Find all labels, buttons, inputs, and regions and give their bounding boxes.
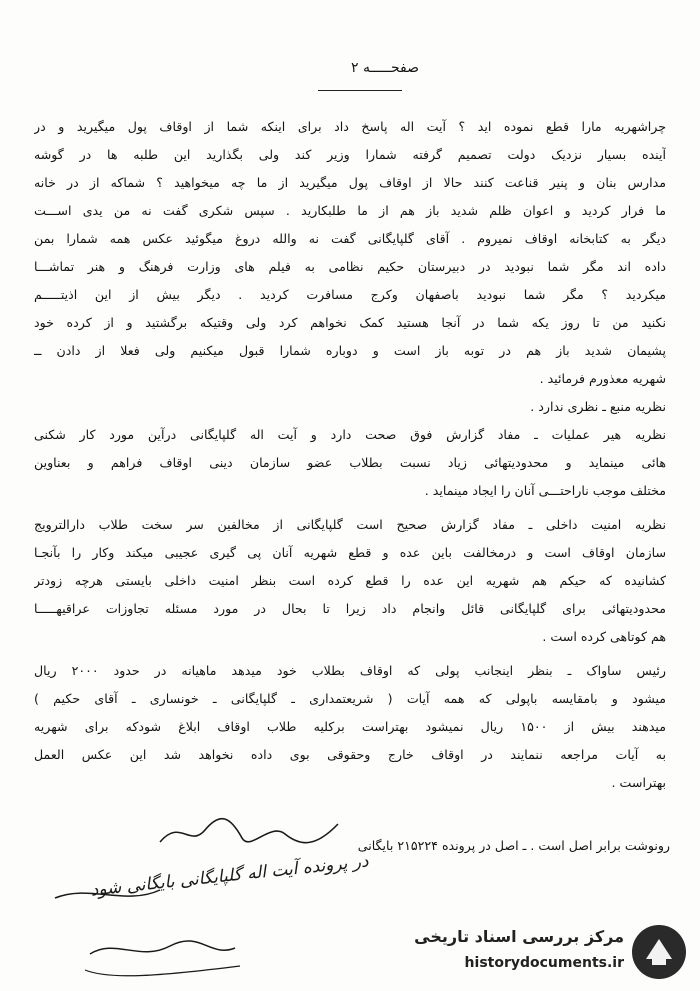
certification-text: رونوشت برابر اصل است . ـ اصل در پرونده ۲۱۵۲۲۴ بایگانی [357, 838, 670, 853]
body-line: نظریه هیر عملیات ـ مفاد گزارش فوق صحت دارد و آیت اله گلپایگانی درآین مورد کار شکنی [34, 427, 666, 442]
body-line: دیگر به کتابخانه اوقاف نمیروم . آقای گلپایگانی گفت نه والله دروغ میگوئید عکس همه شمارا بمن [34, 231, 666, 246]
body-line: هم کوتاهی کرده است . [542, 629, 666, 644]
body-line: نکنید من تا روز یکه شما در آنجا هستید کمک نخواهم کرد ولی وقتیکه برگشتید و از کرده خود [34, 315, 666, 330]
certification-block [150, 808, 670, 858]
page-number-label: صفحـــــه ۲ [350, 60, 419, 76]
body-line: میدهند بیش از ۱۵۰۰ ریال نمیشود بهتراست برکلیه طلاب اوقاف ابلاغ شودکه برای شهریه [34, 719, 666, 734]
body-line: آینده بسیار نزدیک دولت تصمیم گرفته شمارا وزیر کند ولی بگذارید این طلبه ها در گوشه [34, 147, 666, 162]
header-underline [318, 90, 402, 91]
handwritten-scribble [30, 866, 430, 986]
handwritten-annotation [30, 851, 430, 986]
body-line: میکردید ؟ مگر شما نبودید باصفهان وکرج مسافرت کردید . دیگر بیش از این اذیتـــــم [34, 287, 666, 302]
body-line: ما فرار کردید و اعوان ظلم شدید باز هم از ما طلبکارید . سپس شکری گفت نه من یدی اســـت [34, 203, 666, 218]
body-line: به آیات مراجعه ننمایند در اوقاف خارج وحقوقی بوی داده نخواهد شد این عکس العمل [34, 747, 666, 762]
body-line: بهتراست . [611, 775, 666, 790]
body-line: نظریه امنیت داخلی ـ مفاد گزارش صحیح است گلپایگانی از مخالفین سر سخت طلاب دارالترویج [34, 517, 666, 532]
handwritten-note: در پرونده آیت اله گلپایگانی بایگانی شود [89, 851, 370, 901]
archive-emblem-icon [632, 925, 686, 979]
archive-url: historydocuments.ir [464, 955, 624, 971]
body-line: داده اند مگر شما نبودید در دبیرستان حکیم نظامی به فیلم های وزارت فرهنگ و هنر تماشـــا [34, 259, 666, 274]
source-opinion: نظریه منبع ـ نظری ندارد . [530, 399, 666, 414]
body-line: میشود و بامقایسه باپولی که همه آیات ( شریعتمداری ـ گلپایگانی ـ خونساری ـ آقای حکیم ) [34, 691, 666, 706]
archive-logo [414, 921, 690, 983]
signature-scribble [150, 808, 350, 856]
body-line: کشانیده که حیکم هم شهریه این عده را قطع کرده است بنظر امنیت داخلی بایستی هرچه زودتر [34, 573, 666, 588]
body-line: پشیمان شدید باز هم در توبه باز است و دوباره شمارا قبول میکنیم ولی فعلا از دادن ــ [34, 343, 666, 358]
body-line: رئیس ساواک ـ بنظر اینجانب پولی که اوقاف بطلاب خود میدهد ماهیانه در حدود ۲۰۰۰ ریال [34, 663, 666, 678]
body-line: چراشهریه مارا قطع نموده اید ؟ آیت اله پاسخ داد برای اینکه شما از اوقاف پول میگیرید و در [34, 119, 666, 134]
body-line: مدارس بنان و پنیر قناعت کنند حالا از اوقاف پول میگیرید از ما چه میخواهید ؟ شماکه از در خانه [34, 175, 666, 190]
body-line: هائی مینماید و محدودیتهائی زیاد نسبت بطلاب عضو سازمان دینی اوقاف فراهم و بعناوین [34, 455, 666, 470]
archive-title: مرکز بررسی اسناد تاریخی [414, 927, 624, 946]
body-line: شهریه معذورم فرمائید . [539, 371, 666, 386]
body-line: محدودیتهائی برای گلپایگانی قائل وانجام داد زیرا تا بحال در مورد مسئله تجاوزات عراقیهـــــا [34, 601, 666, 616]
report-body [34, 113, 666, 797]
body-line: مختلف موجب ناراحتـــی آنان را ایجاد مینماید . [424, 483, 666, 498]
body-line: سازمان اوقاف است و درمخالفت باین عده و قطع شهریه آنان پی گیری عجیبی میکند وکار را بآنجـا [34, 545, 666, 560]
